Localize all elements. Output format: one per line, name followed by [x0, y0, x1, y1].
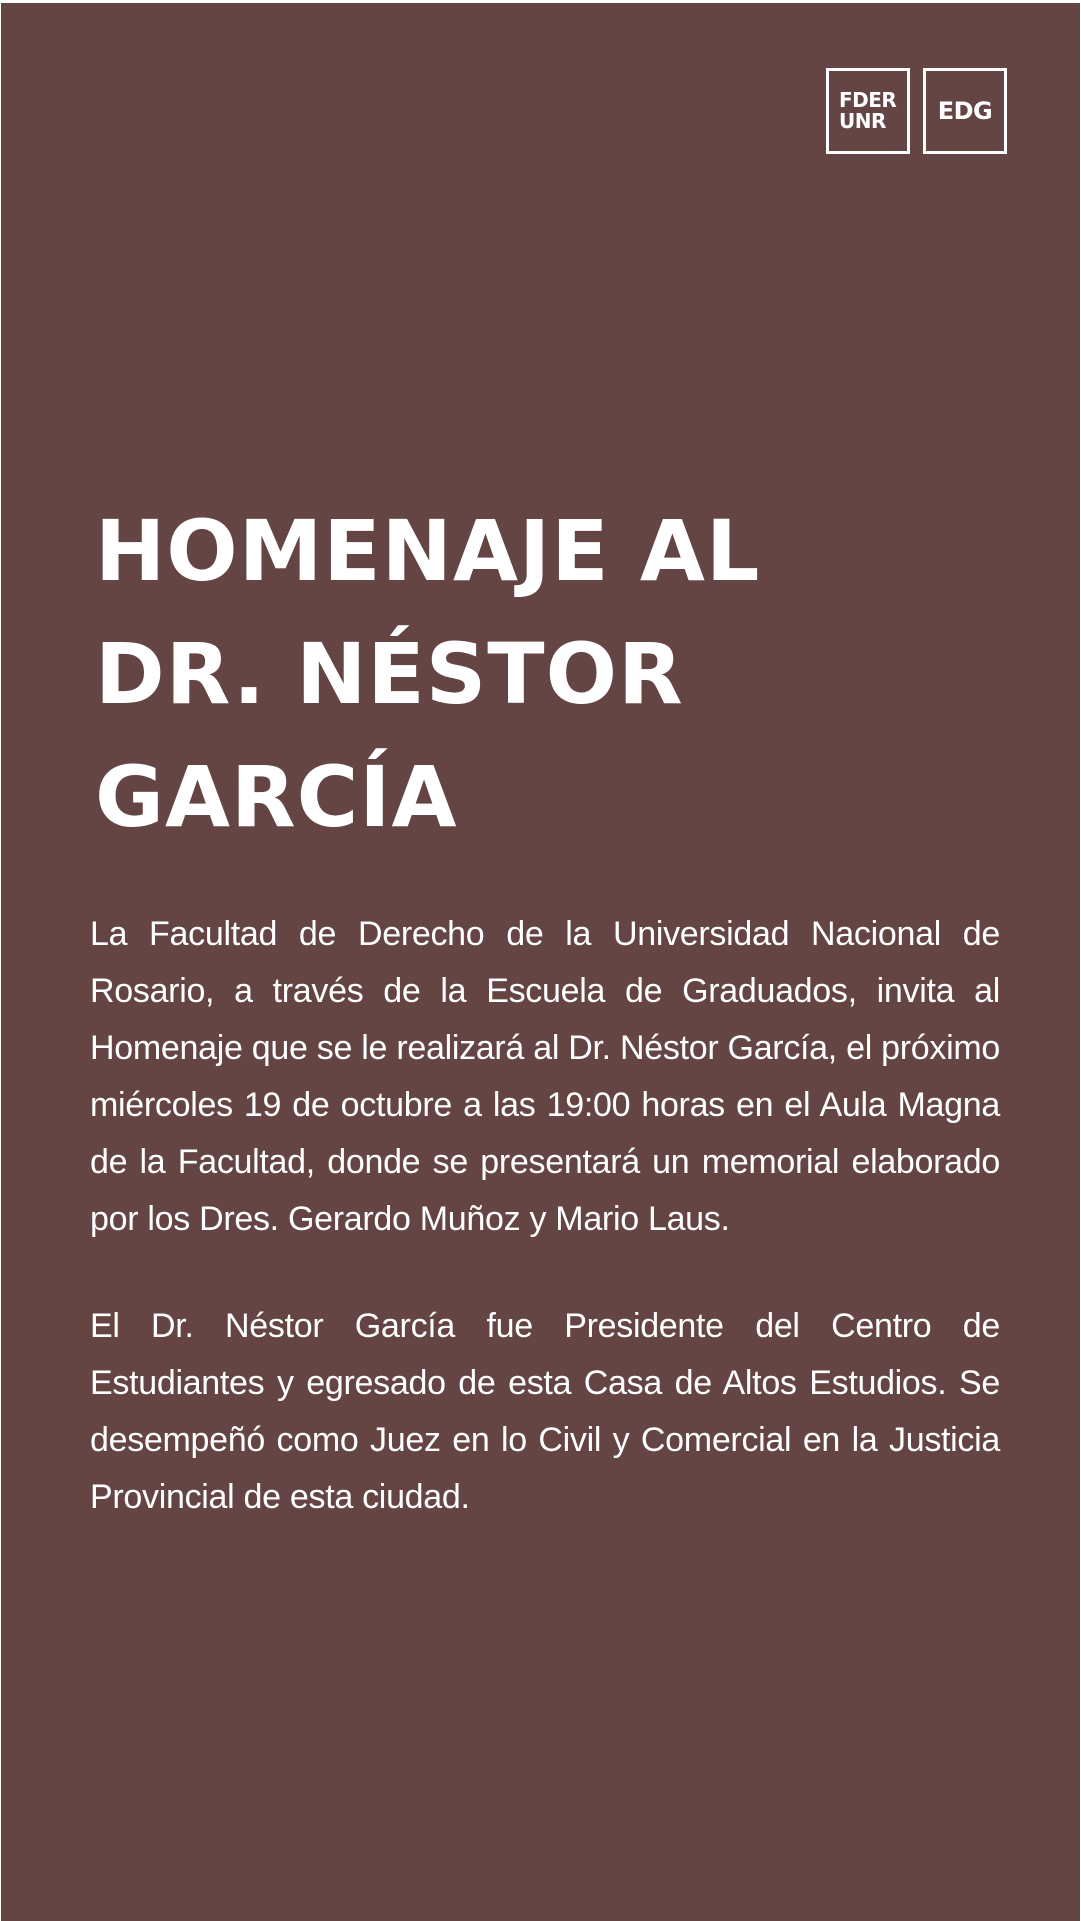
edg-logo	[923, 68, 1007, 154]
logo-group	[826, 68, 1007, 154]
title-line-1: HOMENAJE AL	[95, 502, 761, 600]
biography-paragraph: El Dr. Néstor García fue Presidente del Centro de Estudiantes y egresado de esta Casa de Altos Estudios. Se desempeñó como Juez en lo Civil y Comercial en la Justicia Provincial de esta ciudad.	[90, 1307, 1000, 1516]
fder-logo-line1: FDER	[839, 88, 897, 112]
fder-logo-line2: UNR	[839, 109, 886, 133]
announcement-poster	[1, 3, 1080, 1921]
poster-body	[90, 906, 1000, 1526]
title-line-3: GARCÍA	[95, 748, 458, 846]
invitation-paragraph: La Facultad de Derecho de la Universidad Nacional de Rosario, a través de la Escuela de Graduados, invita al Homenaje que se le realizará al Dr. Néstor García, el próximo miércoles 19 de octubre a las 19:00 horas en el Aula Magna de la Facultad, donde se presentará un memorial elaborado por los Dres. Gerardo Muñoz y Mario Laus.	[90, 915, 1000, 1238]
title-line-2: DR. NÉSTOR	[95, 625, 684, 723]
fder-unr-logo	[826, 68, 910, 154]
edg-logo-text: EDG	[937, 97, 993, 125]
poster-title	[95, 490, 995, 859]
